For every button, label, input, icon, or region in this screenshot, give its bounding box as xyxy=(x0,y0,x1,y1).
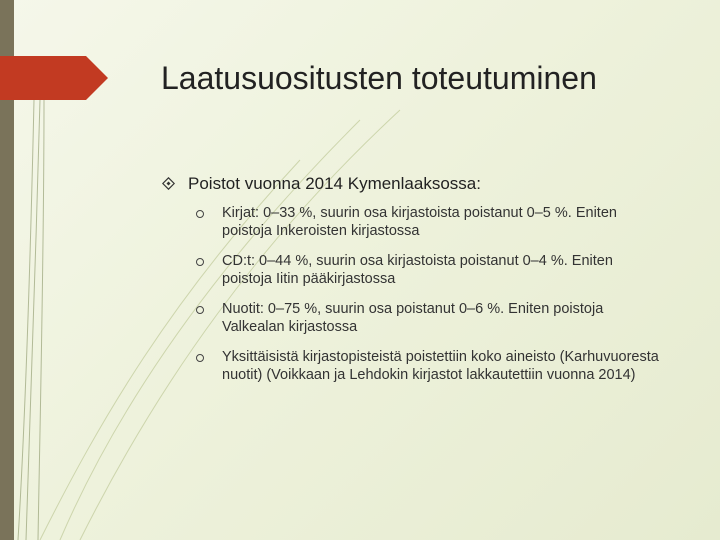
sub-bullet-list xyxy=(196,204,666,396)
list-item-text: Yksittäisistä kirjastopisteistä poistettiin koko aineisto (Karhuvuoresta nuotit) (Voikkaan ja Lehdokin kirjastot lakkautettiin vuonna 2014) xyxy=(222,349,659,383)
circle-bullet-icon xyxy=(196,258,204,266)
slide-title: Laatusuositusten toteutuminen xyxy=(161,60,597,96)
circle-bullet-icon xyxy=(196,210,204,218)
list-item-text: Nuotit: 0–75 %, suurin osa poistanut 0–6 %. Eniten poistoja Valkealan kirjastossa xyxy=(222,301,604,335)
list-item xyxy=(196,348,666,384)
diamond-outline-icon xyxy=(162,177,175,190)
list-item xyxy=(196,252,666,288)
list-item-text: Kirjat: 0–33 %, suurin osa kirjastoista poistanut 0–5 %. Eniten poistoja Inkeroisten kirjastossa xyxy=(222,205,617,239)
main-bullet-text: Poistot vuonna 2014 Kymenlaaksossa: xyxy=(188,174,481,193)
list-item-text: CD:t: 0–44 %, suurin osa kirjastoista poistanut 0–4 %. Eniten poistoja Iitin pääkirjastossa xyxy=(222,253,613,287)
list-item xyxy=(196,204,666,240)
list-item xyxy=(196,300,666,336)
title-accent-tab xyxy=(0,56,108,100)
circle-bullet-icon xyxy=(196,306,204,314)
circle-bullet-icon xyxy=(196,354,204,362)
